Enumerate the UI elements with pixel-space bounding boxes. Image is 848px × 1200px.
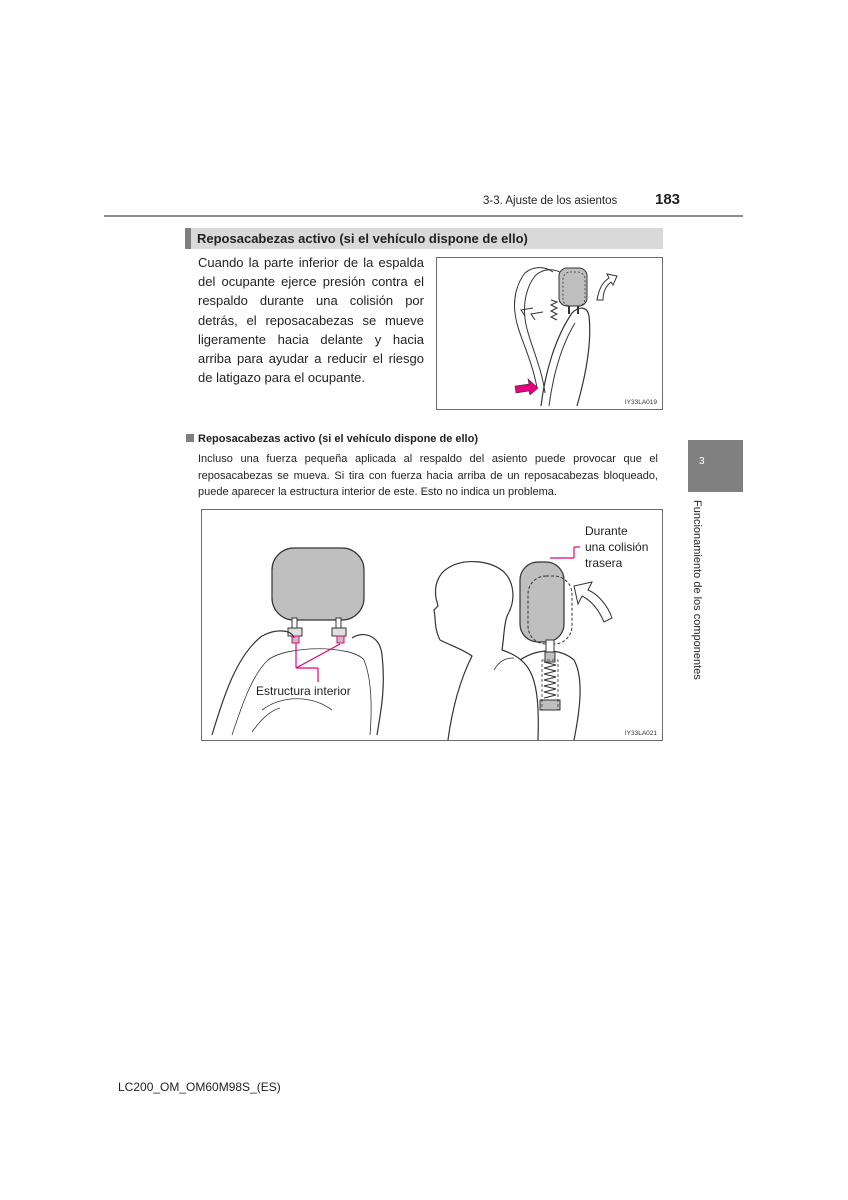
sub-heading-text: Reposacabezas activo (si el vehículo dispone de ello) bbox=[198, 433, 478, 445]
detail-paragraph: Incluso una fuerza pequeña aplicada al respaldo del asiento puede provocar que el reposacabezas se mueva. Si tira con fuerza hacia arriba de un reposacabezas bloqueado, puede aparecer la estructura interior de este. Esto no indica un problema. bbox=[198, 453, 658, 498]
chapter-side-label: Funcionamiento de los componentes bbox=[691, 500, 703, 680]
chapter-number: 3 bbox=[699, 456, 705, 467]
label-inner-structure: Estructura interior bbox=[256, 684, 351, 698]
header-rule bbox=[104, 215, 743, 217]
intro-paragraph: Cuando la parte inferior de la espalda del ocupante ejerce presión contra el respaldo durante una colisión por detrás, el reposacabezas se mueve ligeramente hacia delante y hacia arriba para ayudar a reducir el riesgo de latigazo para el ocupante. bbox=[198, 255, 424, 386]
page-number: 183 bbox=[655, 191, 681, 208]
label-rear-collision bbox=[585, 523, 648, 571]
section-title: 3-3. Ajuste de los asientos bbox=[483, 195, 618, 207]
label-rear-collision-line: una colisión bbox=[585, 540, 649, 554]
bullet-square bbox=[186, 434, 194, 442]
heading-bar bbox=[185, 228, 663, 249]
chapter-tab bbox=[688, 440, 743, 492]
footer-code: LC200_OM_OM60M98S_(ES) bbox=[118, 1080, 281, 1094]
figure2-code: IY33LA021 bbox=[624, 730, 657, 737]
figure1-illustration bbox=[437, 258, 662, 409]
figure-active-headrest bbox=[436, 257, 663, 410]
label-rear-collision-line: Durante bbox=[585, 524, 628, 538]
heading-text: Reposacabezas activo (si el vehículo dispone de ello) bbox=[197, 231, 528, 246]
figure-headrest-structure bbox=[201, 509, 663, 741]
figure1-code: IY33LA019 bbox=[624, 399, 657, 406]
sub-heading bbox=[186, 433, 478, 445]
label-rear-collision-line: trasera bbox=[585, 556, 623, 570]
heading-accent bbox=[185, 228, 191, 249]
